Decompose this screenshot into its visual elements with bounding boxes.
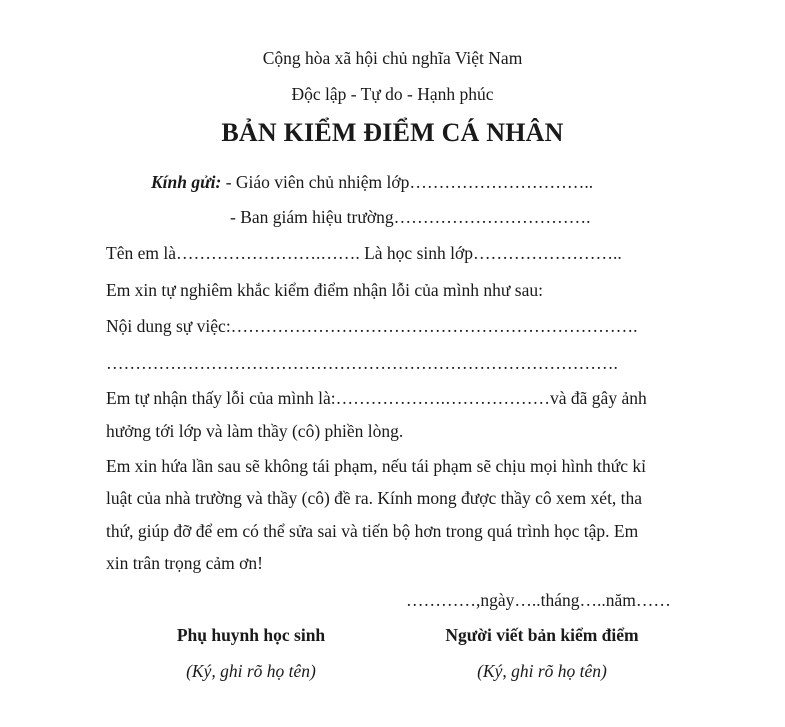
recipient-line-1 <box>151 171 593 193</box>
document-title: BẢN KIỂM ĐIỂM CÁ NHÂN <box>221 118 564 147</box>
intro-line: Em xin tự nghiêm khắc kiểm điểm nhận lỗi của mình như sau: <box>106 280 543 300</box>
recipient-line-2: - Ban giám hiệu trường……………………………. <box>230 207 591 227</box>
date-line: …………,ngày…..tháng…..năm…… <box>406 590 671 610</box>
parent-signature-title: Phụ huynh học sinh <box>176 625 326 645</box>
parent-signature-note: (Ký, ghi rõ họ tên) <box>186 661 316 681</box>
recipient-label: Kính gửi: <box>151 172 222 192</box>
promise-line-1: Em xin hứa lần sau sẽ không tái phạm, nếu tái phạm sẽ chịu mọi hình thức kỉ <box>106 456 646 476</box>
motto: Độc lập - Tự do - Hạnh phúc <box>291 84 494 104</box>
incident-dots-line: ……………………………………………………………………………. <box>106 353 618 373</box>
writer-signature-note: (Ký, ghi rõ họ tên) <box>477 661 607 681</box>
incident-content-line: Nội dung sự việc:……………………………………………………………. <box>106 316 638 336</box>
fault-line-1: Em tự nhận thấy lỗi của mình là:……………….………………và đã gây ảnh <box>106 388 647 408</box>
national-heading: Cộng hòa xã hội chủ nghĩa Việt Nam <box>262 48 523 68</box>
writer-signature-title: Người viết bản kiểm điểm <box>445 625 639 645</box>
promise-line-3: thứ, giúp đỡ để em có thể sửa sai và tiến bộ hơn trong quá trình học tập. Em <box>106 521 639 541</box>
promise-line-4: xin trân trọng cảm ơn! <box>106 553 263 573</box>
fault-line-2: hưởng tới lớp và làm thầy (cô) phiền lòng. <box>106 421 404 441</box>
name-class-line: Tên em là…………………….……. Là học sinh lớp…………………….. <box>106 243 622 263</box>
recipient-homeroom: - Giáo viên chủ nhiệm lớp………………………….. <box>221 172 594 192</box>
promise-line-2: luật của nhà trường và thầy (cô) đề ra. Kính mong được thầy cô xem xét, tha <box>106 488 643 508</box>
